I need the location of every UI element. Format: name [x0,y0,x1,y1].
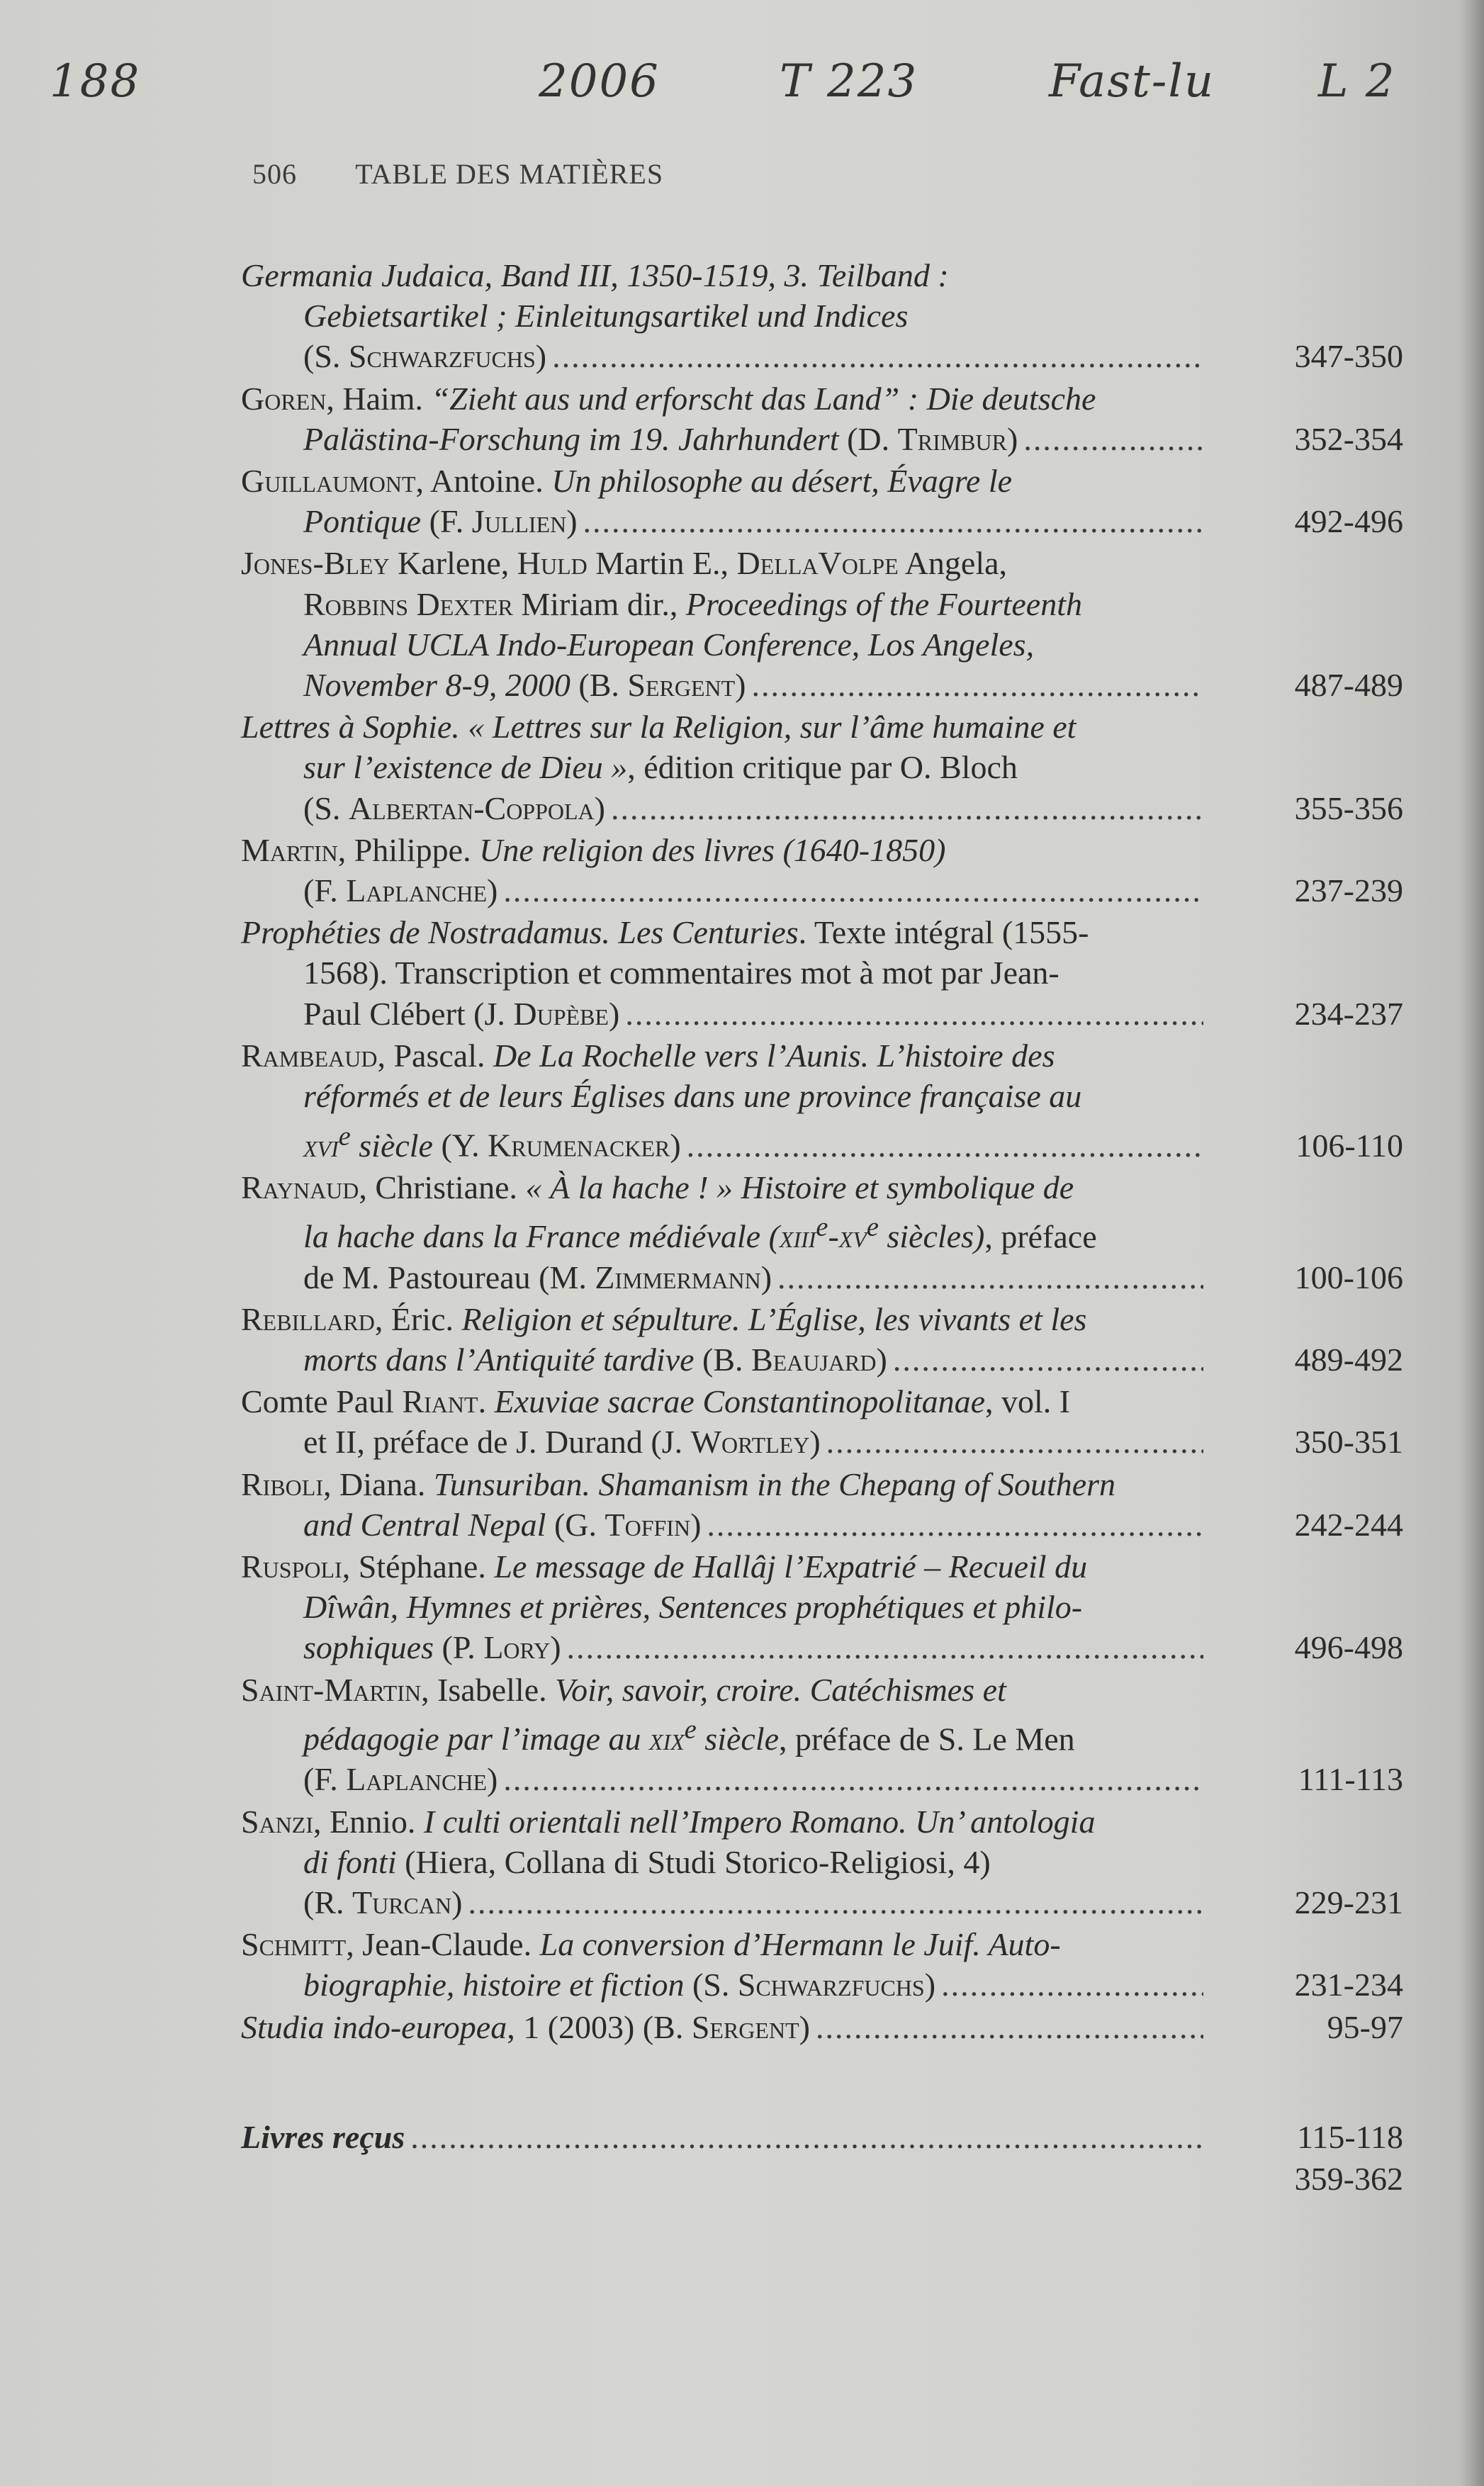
toc-entry-text: (F. Laplanche) [303,872,498,909]
toc-entry-line [241,1710,1403,1760]
toc-entry-text: (R. Turcan) [303,1884,463,1920]
toc-entry-text: Rebillard, Éric. Religion et sépulture. L’Église, les vivants et les [241,1300,1087,1337]
toc-entry-line [241,912,1403,952]
toc-entry [241,1546,1403,1668]
toc-entry-text: Saint-Martin, Isabelle. Voir, savoir, croire. Catéchismes et [241,1671,1006,1708]
toc-entry-text: réformés et de leurs Églises dans une province française au [303,1078,1082,1115]
toc-entry-line [241,1924,1403,1964]
toc-entry-text: November 8-9, 2000 (B. Sergent) [303,667,746,704]
toc-entry-text: Annual UCLA Indo-European Conference, Los Angeles, [303,626,1035,663]
toc-entry-text: Palästina-Forschung im 19. Jahrhundert (D. Trimbur) [303,420,1018,457]
leader-dots [625,994,1203,1034]
toc-entry-line [241,1464,1403,1504]
toc-entry-pages: 489-492 [1294,1341,1403,1378]
toc-entry-text: sur l’existence de Dieu », édition critique par O. Bloch [303,749,1018,786]
leader-dots [410,2117,1203,2157]
toc-entry-text: (F. Laplanche) [303,1761,498,1798]
leader-dots [687,1125,1203,1166]
toc-entry-pages: 229-231 [1294,1884,1403,1920]
page-number: 506 [252,158,297,190]
livres-recus-extra-pages: 359-362 [1294,2160,1403,2197]
toc-entry-text: Paul Clébert (J. Dupèbe) [303,995,620,1032]
toc-entry-line [241,1882,1403,1923]
toc-entry-text: Jones-Bley Karlene, Huld Martin E., DellaVolpe Angela, [241,545,1008,582]
toc-entry-pages: 492-496 [1294,503,1403,540]
toc-entry [241,1035,1403,1166]
toc-entry-line [241,1587,1403,1627]
leader-dots [468,1882,1203,1923]
toc-entry [241,1924,1403,2005]
toc-entry-line [241,2117,1403,2157]
toc-entry-line [241,830,1403,870]
toc-entry-line [241,543,1403,583]
toc-entry-pages: 355-356 [1294,789,1403,826]
leader-dots [567,1627,1203,1667]
toc-entry-text: Robbins Dexter Miriam dir., Proceedings of the Fourteenth [303,585,1083,622]
toc-entry-pages: 95-97 [1327,2008,1403,2045]
toc-entry-text: (S. Albertan-Coppola) [303,789,605,826]
toc-entry-text: Raynaud, Christiane. « À la hache ! » Histoire et symbolique de [241,1169,1074,1205]
toc-entry-pages: 496-498 [1294,1629,1403,1666]
handwriting-mark: T 223 [780,55,918,108]
toc-entry-line [241,2007,1403,2047]
toc-entry [241,707,1403,828]
toc-entry-text: Pontique (F. Jullien) [303,503,578,540]
toc-entry-line [241,1208,1403,1257]
toc-entry-line [241,1546,1403,1587]
leader-dots [941,1964,1203,2005]
toc-entry-text: pédagogie par l’image au xix$^e$ siècle, préface de S. Le Men [303,1714,1075,1757]
toc-entry-line [241,1670,1403,1710]
toc-entry-line [241,1627,1403,1667]
leader-dots [752,665,1204,705]
toc-entry-line [241,419,1403,459]
leader-dots [707,1504,1203,1545]
toc-entry-text: 1568). Transcription et commentaires mot à mot par Jean- [303,955,1059,991]
running-head [252,157,663,191]
toc-entry-line [241,1339,1403,1380]
toc-entry-line [241,1381,1403,1422]
toc-entry-line [241,1842,1403,1882]
page-title: TABLE DES MATIÈRES [355,158,664,190]
toc-entry-text: di fonti (Hiera, Collana di Studi Storico-Religiosi, 4) [303,1843,991,1880]
livres-recus-pages: 115-118 [1297,2118,1403,2155]
leader-dots [826,1422,1203,1462]
toc-entry-text: biographie, histoire et fiction (S. Schwarzfuchs) [303,1967,936,2003]
toc-entry [241,912,1403,1034]
toc-entry-line [241,1759,1403,1799]
leader-dots [893,1339,1203,1380]
binding-shadow [1460,0,1484,2486]
toc-entry-pages: 352-354 [1294,420,1403,457]
toc-entry-line [241,1076,1403,1116]
toc-entry [241,1381,1403,1462]
toc-entry-text: Rambeaud, Pascal. De La Rochelle vers l’Aunis. L’histoire des [241,1037,1055,1074]
toc-entry [241,2007,1403,2047]
toc-entry-line [241,336,1403,376]
toc-entry-line [241,1801,1403,1842]
livres-recus-entry [241,2117,1403,2201]
leader-dots [503,1759,1203,1799]
toc-entry-text: Studia indo-europea, 1 (2003) (B. Sergent) [241,2008,810,2045]
handwriting-year: 2006 [539,55,660,108]
toc-entry-text: Sanzi, Ennio. I culti orientali nell’Impero Romano. Un’ antologia [241,1803,1096,1840]
toc-entry-pages: 231-234 [1294,1967,1403,2003]
toc-entry-line [241,1116,1403,1166]
toc-entry-line [241,707,1403,747]
toc-entry-pages: 106-110 [1295,1127,1403,1164]
toc-entry-text: Goren, Haim. “Zieht aus und erforscht das Land” : Die deutsche [241,380,1096,417]
toc-entry [241,461,1403,541]
toc-entry-line [241,665,1403,705]
toc-entry-text: Lettres à Sophie. « Lettres sur la Religion, sur l’âme humaine et [241,709,1077,746]
toc-entry-line [241,747,1403,787]
toc-entry-line [241,624,1403,665]
toc-entry-text: and Central Nepal (G. Toffin) [303,1506,702,1543]
toc-entry-line [241,1035,1403,1076]
leader-dots [611,788,1203,828]
toc-entry-text: xvi$^e$ siècle (Y. Krumenacker) [303,1121,681,1164]
toc-entry-pages: 111-113 [1298,1761,1403,1798]
toc-entry-text: morts dans l’Antiquité tardive (B. Beaujard) [303,1341,887,1378]
toc-entry-pages: 487-489 [1294,667,1403,704]
toc-entry-line [241,296,1403,336]
toc-entry [241,378,1403,459]
toc-entry [241,1801,1403,1923]
toc-entry [241,830,1403,911]
toc-entry-line [241,1964,1403,2005]
toc-entry-line [241,461,1403,501]
leader-dots [552,336,1203,376]
leader-dots [503,870,1203,911]
toc-entry-text: et II, préface de J. Durand (J. Wortley) [303,1424,821,1461]
toc-entry-text: de M. Pastoureau (M. Zimmermann) [303,1259,772,1295]
toc-entry-pages: 242-244 [1294,1506,1403,1543]
handwriting-left: 188 [50,55,141,108]
toc-entry [241,1167,1403,1298]
toc-entry-text: Germania Judaica, Band III, 1350-1519, 3. Teilband : [241,257,949,293]
toc-entry-line [241,501,1403,541]
toc-entry-text: Comte Paul Riant. Exuviae sacrae Constantinopolitanae, vol. I [241,1383,1071,1420]
toc-entry-pages: 347-350 [1294,338,1403,375]
toc-entry-text: Martin, Philippe. Une religion des livres (1640-1850) [241,831,946,868]
toc-entry-text: Riboli, Diana. Tunsuriban. Shamanism in the Chepang of Southern [241,1466,1116,1502]
toc-entry-line [241,1167,1403,1208]
toc-entry-text: Gebietsartikel ; Einleitungsartikel und Indices [303,298,909,334]
toc-entry-line [241,1422,1403,1462]
toc-entry-text: Dîwân, Hymnes et prières, Sentences prophétiques et philo- [303,1589,1083,1626]
toc-entry-line [241,255,1403,296]
toc-entry-pages: 100-106 [1294,1259,1403,1295]
leader-dots [816,2007,1203,2047]
handwriting-right: L 2 [1318,55,1396,108]
toc-entry-pages: 234-237 [1294,995,1403,1032]
toc-entry-line [241,994,1403,1034]
toc-entry [241,1670,1403,1800]
toc-entry-text: Schmitt, Jean-Claude. La conversion d’Hermann le Juif. Auto- [241,1926,1061,1963]
livres-recus-label: Livres reçus [241,2118,405,2155]
toc-entry-line [241,788,1403,828]
toc-entry-pages: 237-239 [1294,872,1403,909]
toc-entry-line [241,378,1403,419]
toc-entry [241,255,1403,377]
toc-entry [241,1464,1403,1545]
handwriting-label: Fast-lu [1049,55,1215,108]
leader-dots [1023,419,1203,459]
toc-entry-line [241,1257,1403,1298]
toc-entry-text: Prophéties de Nostradamus. Les Centuries. Texte intégral (1555- [241,914,1089,951]
toc-entry-line [241,1299,1403,1339]
leader-dots [583,501,1203,541]
toc-entry-text: la hache dans la France médiévale ($xiii^e-xv^e$ siècles), préface [303,1213,1097,1255]
toc-entry-text: (S. Schwarzfuchs) [303,338,547,375]
leader-dots [777,1257,1203,1298]
toc-entry-text: Guillaumont, Antoine. Un philosophe au désert, Évagre le [241,463,1013,500]
toc-entry-line [241,1504,1403,1545]
toc-entry-pages: 350-351 [1294,1424,1403,1461]
table-of-contents [241,255,1403,2203]
toc-entry [241,1299,1403,1380]
toc-entry-line [241,952,1403,993]
toc-entry-text: Ruspoli, Stéphane. Le message de Hallâj l’Expatrié – Recueil du [241,1548,1088,1585]
toc-entry [241,543,1403,705]
toc-entry-text: sophiques (P. Lory) [303,1629,561,1666]
toc-entry-line [241,870,1403,911]
toc-entry-line [241,584,1403,624]
